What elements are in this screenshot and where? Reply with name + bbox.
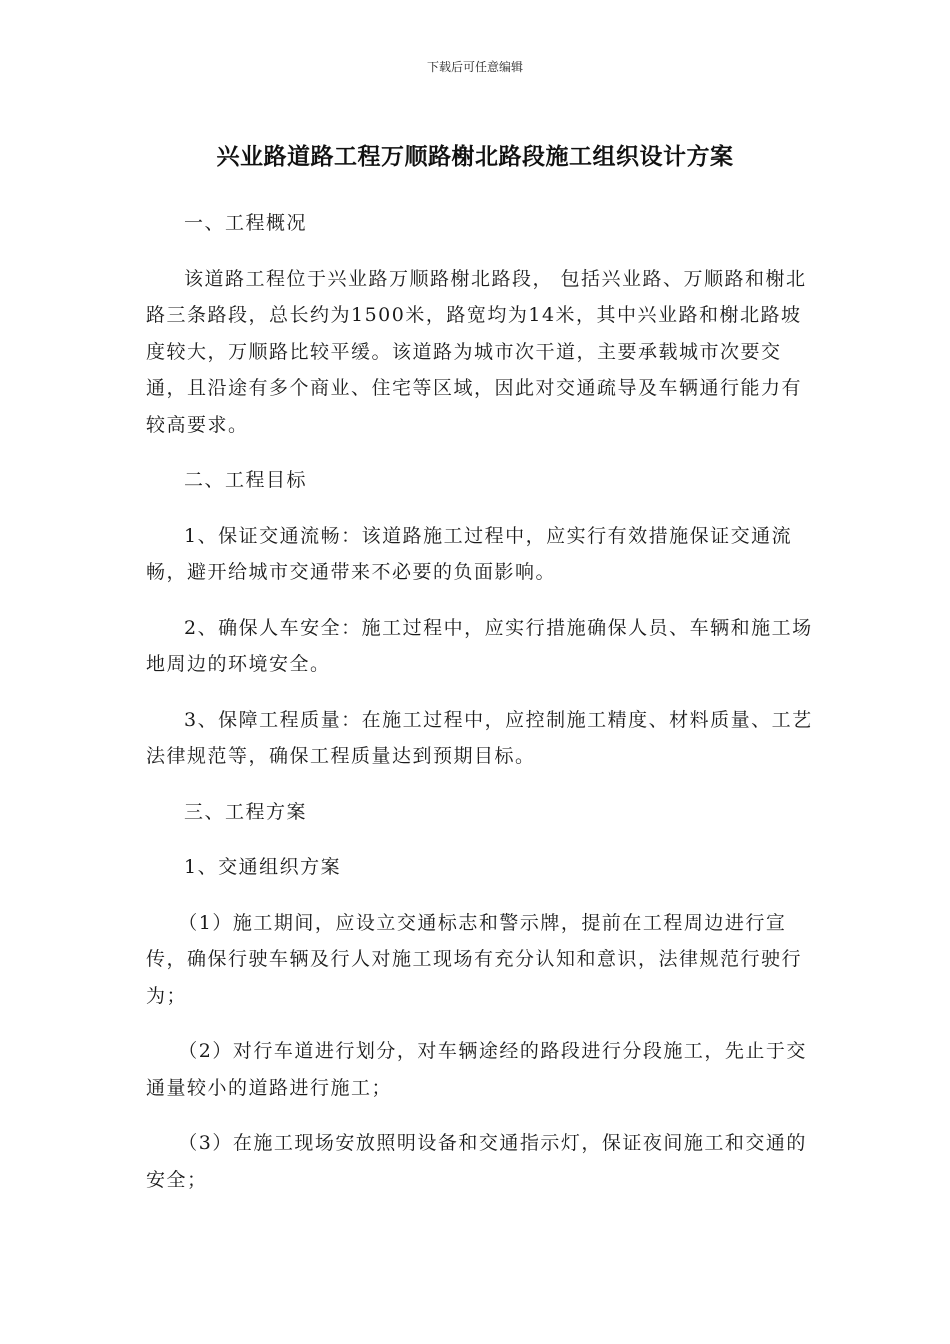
subheading-traffic-plan: 1、交通组织方案 — [184, 856, 342, 878]
header-note: 下载后可任意编辑 — [426, 60, 523, 74]
paragraph-goal-quality: 3、保障工程质量：在施工过程中，应控制施工精度、材料质量、工艺法律规范等，确保工程质量达到预期目标。 — [146, 708, 813, 767]
document-body — [146, 205, 814, 1217]
section-heading-goals: 二、工程目标 — [184, 469, 308, 491]
paragraph-goal-traffic: 1、保证交通流畅：该道路施工过程中，应实行有效措施保证交通流畅，避开给城市交通带来不必要的负面影响。 — [146, 524, 793, 583]
paragraph-overview: 该道路工程位于兴业路万顺路榭北路段， 包括兴业路、万顺路和榭北路三条路段，总长约为1500米，路宽均为14米，其中兴业路和榭北路坡度较大，万顺路比较平缓。该道路为城市次干道，主要承载城市次要交通，且沿途有多个商业、住宅等区域，因此对交通疏导及车辆通行能力有较高要求。 — [146, 267, 807, 436]
paragraph-plan-item-1: （1）施工期间，应设立交通标志和警示牌，提前在工程周边进行宣传，确保行驶车辆及行人对施工现场有充分认知和意识，法律规范行驶行为； — [146, 911, 803, 1007]
section-heading-plan: 三、工程方案 — [184, 800, 308, 823]
paragraph-goal-safety: 2、确保人车安全：施工过程中，应实行措施确保人员、车辆和施工场地周边的环境安全。 — [146, 616, 813, 675]
document-title: 兴业路道路工程万顺路榭北路段施工组织设计方案 — [216, 144, 734, 170]
paragraph-plan-item-2: （2）对行车道进行划分，对车辆途经的路段进行分段施工，先止于交通量较小的道路进行施工； — [146, 1040, 807, 1099]
section-heading-overview: 一、工程概况 — [184, 212, 308, 234]
paragraph-plan-item-3: （3）在施工现场安放照明设备和交通指示灯，保证夜间施工和交通的安全； — [146, 1132, 807, 1191]
